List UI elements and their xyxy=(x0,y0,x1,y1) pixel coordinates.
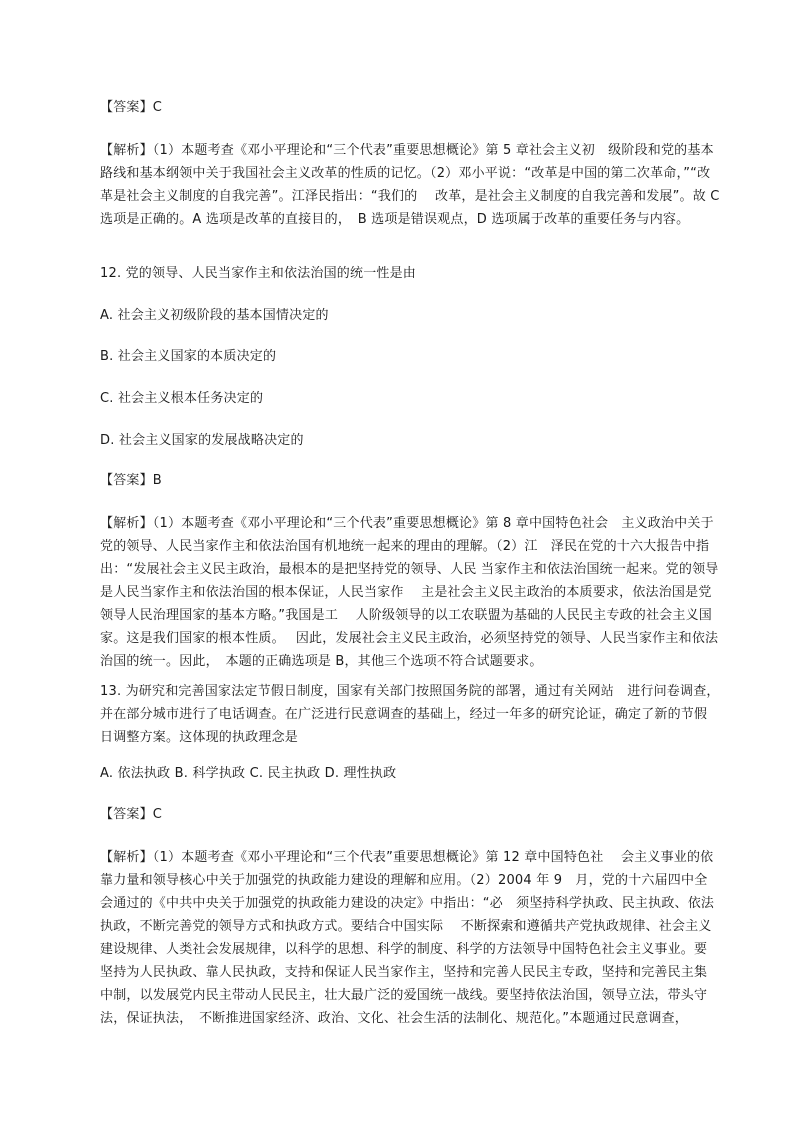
question-12-option-b: B. 社会主义国家的本质决定的 xyxy=(100,349,277,364)
question-12-option-a: A. 社会主义初级阶段的基本国情决定的 xyxy=(100,308,329,323)
question-12-option-d: D. 社会主义国家的发展战略决定的 xyxy=(100,433,304,448)
analysis-13: 【解析】（1）本题考查《邓小平理论和“三个代表”重要思想概论》第 12 章中国特色社 会主义事业的依靠力量和领导核心中关于加强党的执政能力建设的理解和应用。（2）2004 年 9 月，党的十六届四中全会通过的《中共中央关于加强党的执政能力建设的决定》中指出：“必 须坚持科学执政、民主执政、依法执政，不断完善党的领导方式和执政方式。要结合中国实际 不断探索和遵循共产党执政规律、社会主义建设规律、人类社会发展规律，以科学的思想、科学的制度、科学的方法领导中国特色社会主义事业。要坚持为人民执政、靠人民执政，支持和保证人民当家作主，坚持和完善人民民主专政，坚持和完善民主集中制，以发展党内民主带动人民民主，壮大最广泛的爱国统一战线。要坚持依法治国，领导立法，带头守法，保证执法， 不断推进国家经济、政治、文化、社会生活的法制化、规范化。”本题通过民意调查， xyxy=(100,850,715,1026)
question-12: 12. 党的领导、人民当家作主和依法治国的统一性是由 xyxy=(100,266,417,281)
answer-13: 【答案】C xyxy=(100,807,163,822)
analysis-11: 【解析】（1）本题考查《邓小平理论和“三个代表”重要思想概论》第 5 章社会主义初 级阶段和党的基本路线和基本纲领中关于我国社会主义改革的性质的记忆。（2）邓小平说：“改革是中国的第二次革命，”“改革是社会主义制度的自我完善”。江泽民指出：“我们的 改革，是社会主义制度的自我完善和发展”。故 C 选项是正确的。A 选项是改革的直接目的， B 选项是错误观点，D 选项属于改革的重要任务与内容。 xyxy=(100,143,720,227)
question-13-options: A. 依法执政 B. 科学执政 C. 民主执政 D. 理性执政 xyxy=(100,766,397,781)
question-13: 13. 为研究和完善国家法定节假日制度，国家有关部门按照国务院的部署，通过有关网站 进行问卷调查，并在部分城市进行了电话调查。在广泛进行民意调查的基础上，经过一年多的研究论证，确定了新的节假日调整方案。这体现的执政理念是 xyxy=(100,684,720,745)
answer-12: 【答案】B xyxy=(100,473,162,488)
analysis-12: 【解析】（1）本题考查《邓小平理论和“三个代表”重要思想概论》第 8 章中国特色社会 主义政治中关于党的领导、人民当家作主和依法治国有机地统一起来的理由的理解。（2）江 泽民在党的十六大报告中指出：“发展社会主义民主政治，最根本的是把坚持党的领导、人民 当家作主和依法治国统一起来。党的领导是人民当家作主和依法治国的根本保证，人民当家作 主是社会主义民主政治的本质要求，依法治国是党领导人民治理国家的基本方略。”我国是工 人阶级领导的以工农联盟为基础的人民民主专政的社会主义国家。这是我们国家的根本性质。 因此，发展社会主义民主政治，必须坚持党的领导、人民当家作主和依法治国的统一。因此， 本题的正确选项是 B，其他三个选项不符合试题要求。 xyxy=(100,516,719,669)
answer-11: 【答案】C xyxy=(100,100,163,115)
question-12-option-c: C. 社会主义根本任务决定的 xyxy=(100,391,264,406)
